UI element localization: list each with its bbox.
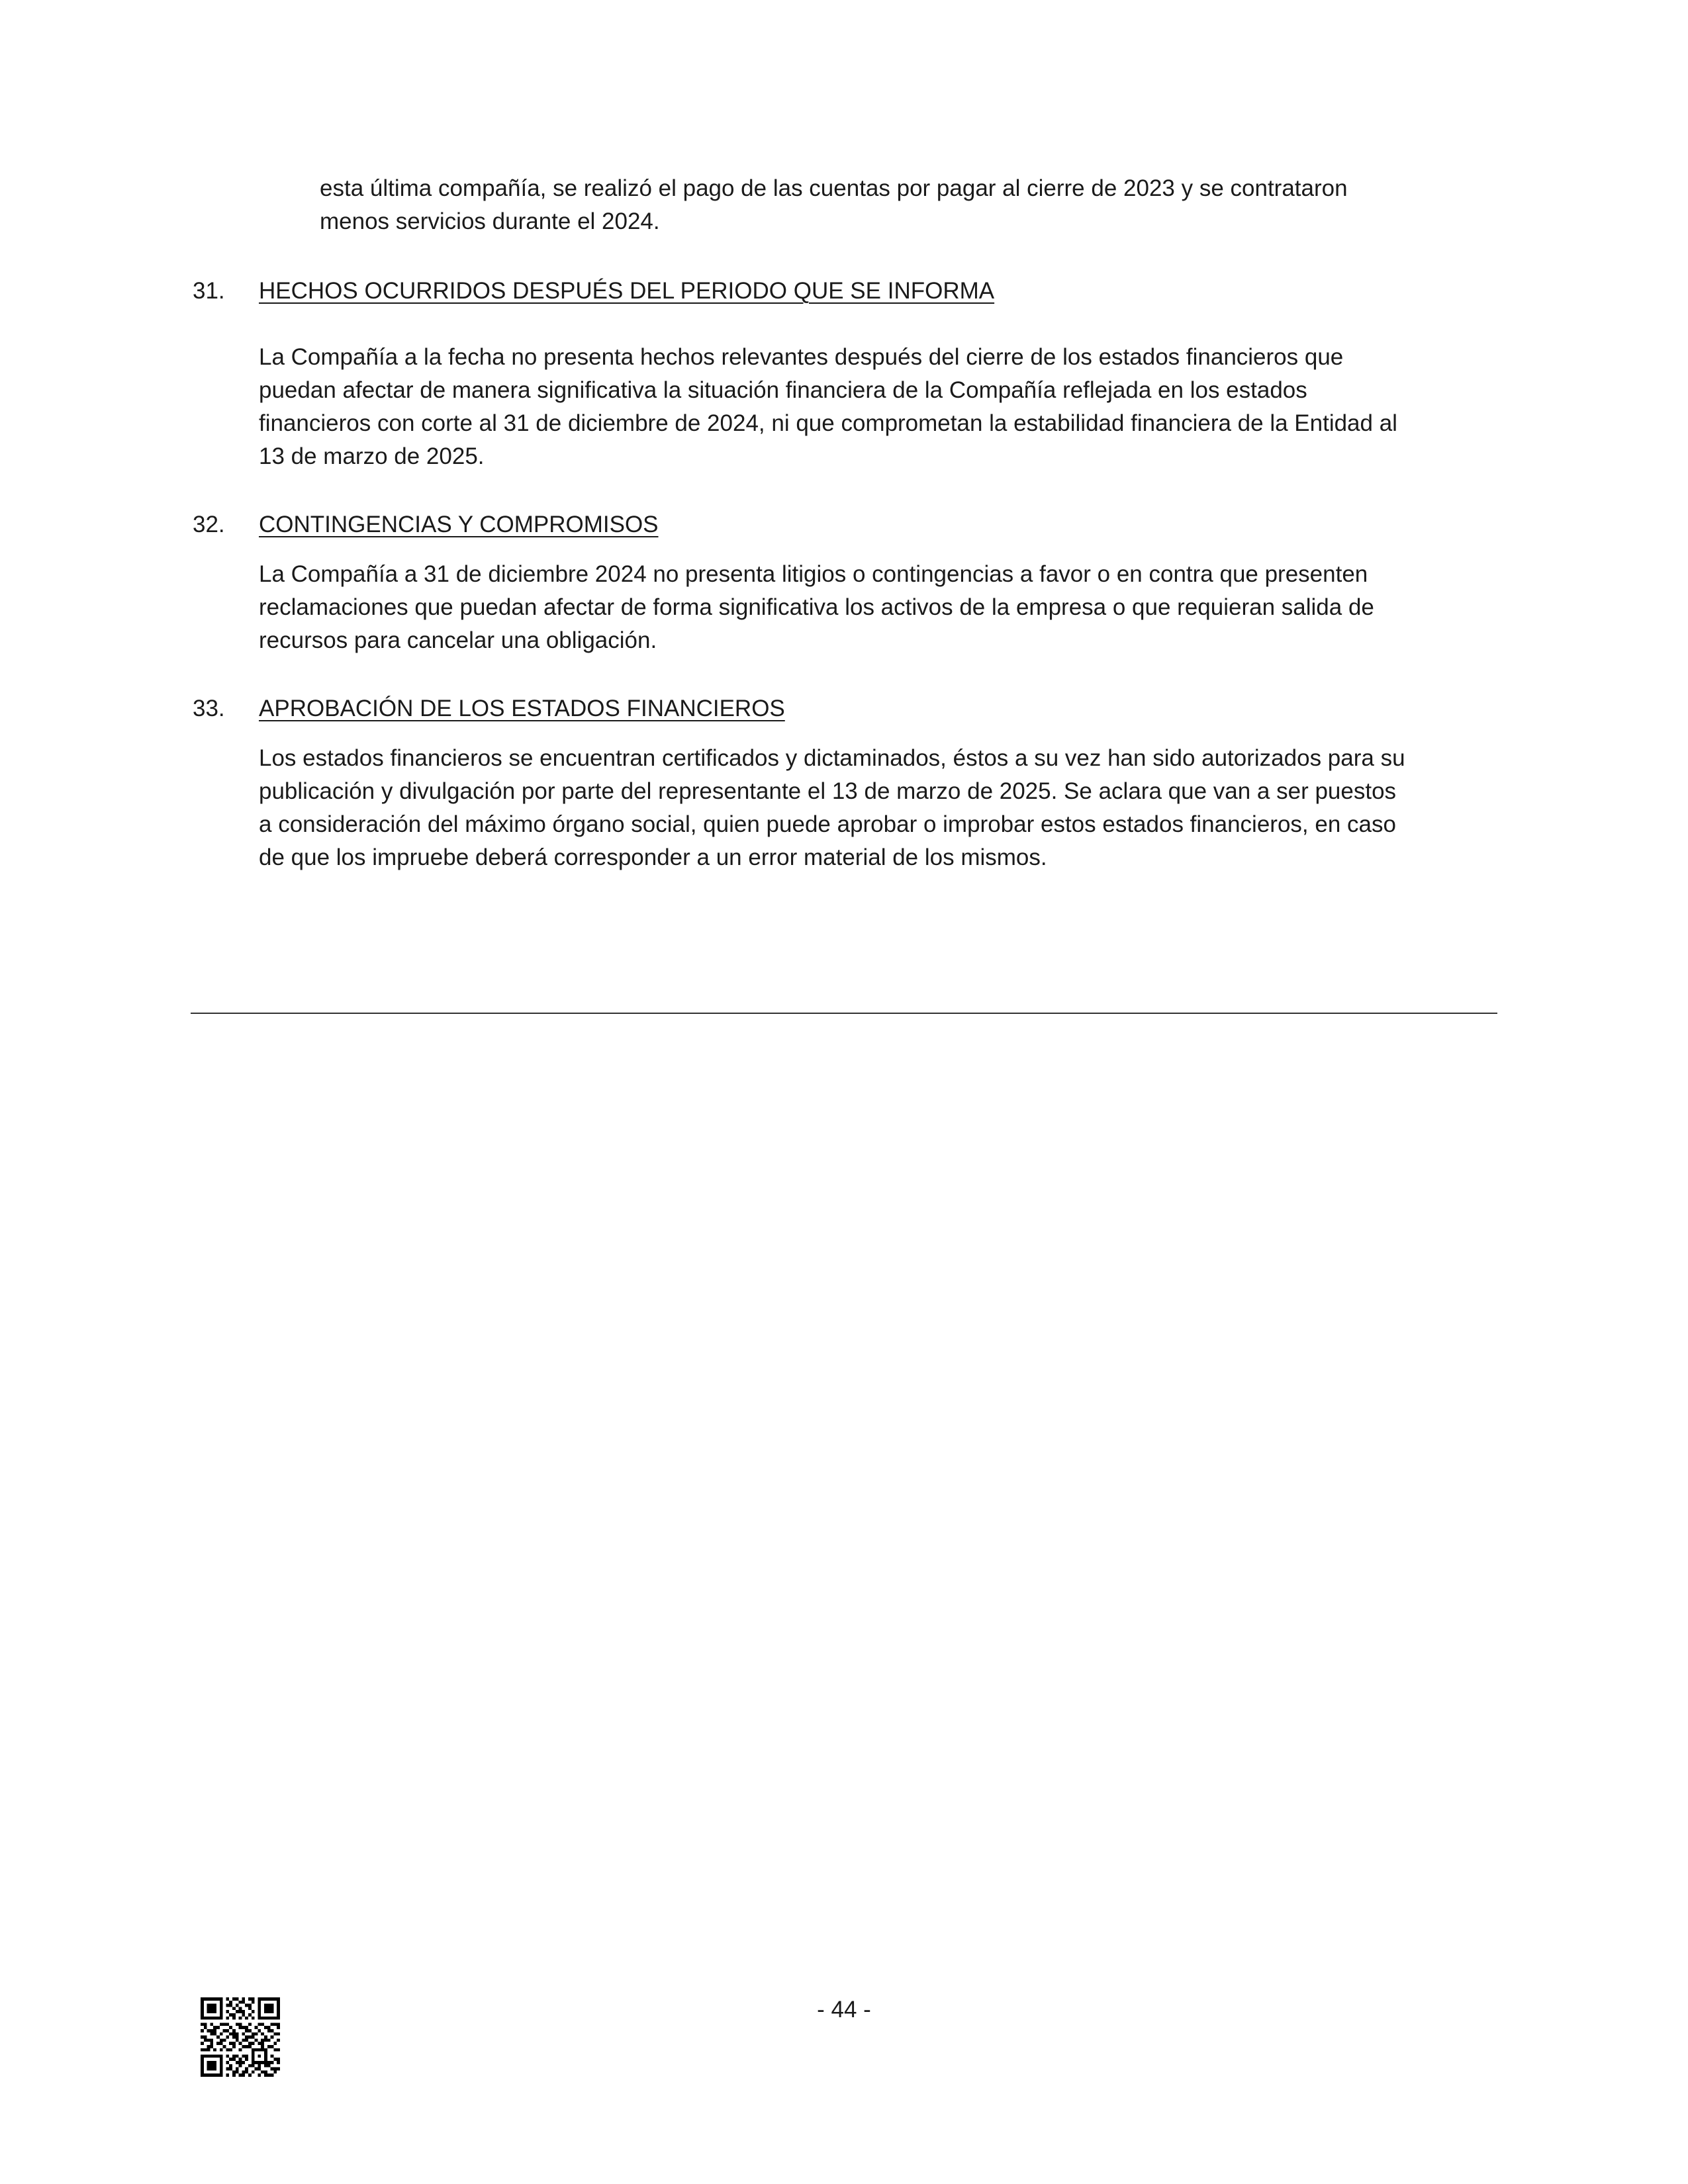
body-line: puedan afectar de manera significativa la situación financiera de la Compañía reflejada en los estados	[259, 377, 1307, 403]
section-number: 32.	[193, 512, 225, 537]
page-number: - 44 -	[817, 1997, 871, 2023]
body-line: financieros con corte al 31 de diciembre de 2024, ni que comprometan la estabilidad financiera de la Entidad al	[259, 410, 1397, 436]
section-body-32	[259, 558, 1497, 657]
section-number: 31.	[193, 278, 225, 304]
section-title: APROBACIÓN DE LOS ESTADOS FINANCIEROS	[259, 696, 785, 721]
qr-code-icon	[201, 1997, 280, 2077]
section-title: CONTINGENCIAS Y COMPROMISOS	[259, 512, 659, 537]
body-line: reclamaciones que puedan afectar de forma significativa los activos de la empresa o que requieran salida de	[259, 594, 1374, 620]
section-title: HECHOS OCURRIDOS DESPUÉS DEL PERIODO QUE SE INFORMA	[259, 278, 995, 304]
continuation-line: menos servicios durante el 2024.	[320, 208, 660, 234]
section-body-31	[259, 341, 1497, 473]
section-body-33	[259, 742, 1497, 874]
body-line: recursos para cancelar una obligación.	[259, 627, 657, 653]
body-line: Los estados financieros se encuentran certificados y dictaminados, éstos a su vez han sido autorizados para su	[259, 745, 1405, 771]
continuation-paragraph	[320, 172, 1458, 238]
section-heading-32	[193, 508, 659, 541]
body-line: a consideración del máximo órgano social, quien puede aprobar o improbar estos estados financieros, en caso	[259, 811, 1396, 837]
body-line: La Compañía a la fecha no presenta hechos relevantes después del cierre de los estados financieros que	[259, 344, 1344, 370]
body-line: publicación y divulgación por parte del representante el 13 de marzo de 2025. Se aclara que van a ser puestos	[259, 778, 1397, 804]
divider-line	[191, 1013, 1497, 1014]
body-line: La Compañía a 31 de diciembre 2024 no presenta litigios o contingencias a favor o en contra que presenten	[259, 561, 1368, 587]
section-number: 33.	[193, 696, 225, 721]
continuation-line: esta última compañía, se realizó el pago de las cuentas por pagar al cierre de 2023 y se contrataron	[320, 175, 1348, 201]
body-line: de que los impruebe deberá corresponder a un error material de los mismos.	[259, 844, 1047, 870]
section-heading-33	[193, 692, 785, 725]
section-heading-31	[193, 275, 994, 308]
body-line: 13 de marzo de 2025.	[259, 443, 485, 469]
